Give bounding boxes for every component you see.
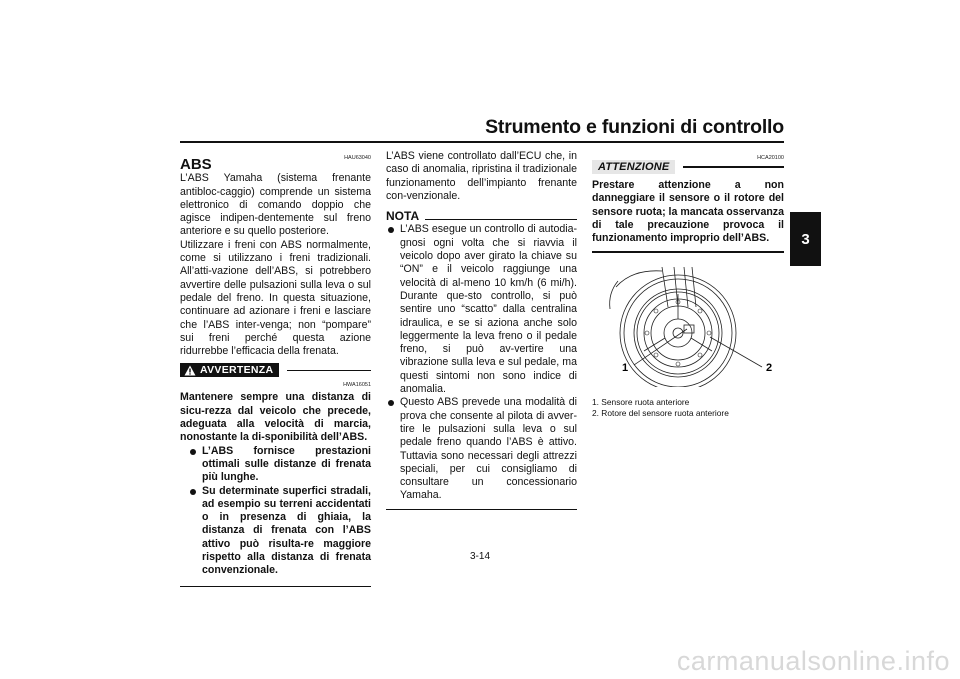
nota-header <box>386 210 577 223</box>
column-1 <box>180 150 371 587</box>
list-item <box>388 396 577 502</box>
figure-captions <box>592 397 784 419</box>
section-title: ABS <box>180 156 212 173</box>
caption-2: 2. Rotore del sensore ruota anteriore <box>592 408 729 419</box>
bullet-icon <box>190 449 196 455</box>
bullet-icon <box>388 400 394 406</box>
warning-line <box>287 370 371 371</box>
header-rule <box>180 141 784 143</box>
warning-triangle-icon <box>184 365 196 376</box>
warning-badge <box>180 363 279 377</box>
abs-paragraph-2: Utilizzare i freni con ABS normalmente, come si utilizzano i freni tradizionali. All’atti-vazione dell’ABS, si potrebbero avvertire delle pulsazioni sulla leva o sul pedale del freno. In questa situazione, continuare ad azionare i freni e lasciare che l’ABS inter-venga; non “pompare” sui freni perché questa azione ridurrebbe l’efficacia della frenata. <box>180 238 371 358</box>
column-2 <box>386 150 577 510</box>
section-code: HAU63040 <box>344 155 371 161</box>
attention-label: ATTENZIONE <box>592 160 675 174</box>
bullet-icon <box>190 489 196 495</box>
caption-1: 1. Sensore ruota anteriore <box>592 397 690 408</box>
warning-end-rule <box>180 586 371 587</box>
warning-text: Mantenere sempre una distanza di sicu-rezza dal veicolo che precede, adeguata alla velocità di marcia, nonostante la di-sponibilità dell’ABS. <box>180 391 371 444</box>
nota-end-rule <box>386 509 577 510</box>
callout-2: 2 <box>766 361 773 374</box>
nota-list <box>386 223 577 502</box>
bullet-icon <box>388 227 394 233</box>
nota-item-text: Questo ABS prevede una modalità di prova che consente al pilota di avver-tire le pulsazioni sulla leva o sul pedale freno quando l’ABS è attivo. Tuttavia sono necessari degli attrezzi speciali, per cui consigliamo di consultare un concessionario Yamaha. <box>400 396 577 502</box>
warning-label: AVVERTENZA <box>200 364 274 377</box>
watermark: carmanualsonline.info <box>676 646 950 676</box>
chapter-tab: 3 <box>790 212 821 266</box>
attention-text: Prestare attenzione a non danneggiare il sensore o il rotore del sensore ruota; la mancata osservanza di tale precauzione provoca il funzionamento improprio dell’ABS. <box>592 179 784 245</box>
ecu-paragraph: L’ABS viene controllato dall’ECU che, in caso di anomalia, ripristina il tradizionale funzionamento dell’impianto frenante con-venzionale. <box>386 150 577 202</box>
callout-1: 1 <box>622 361 629 374</box>
warning-header <box>180 363 371 377</box>
list-item <box>190 445 371 485</box>
attention-code: HCA20100 <box>757 155 784 161</box>
attention-header <box>592 160 784 174</box>
page-header-title: Strumento e funzioni di controllo <box>485 116 784 138</box>
bullet-text: L’ABS fornisce prestazioni ottimali sulle distanze di frenata più lunghe. <box>202 444 371 484</box>
abs-paragraph-1: L’ABS Yamaha (sistema frenante antibloc-caggio) comprende un sistema elettronico di comando doppio che agisce indipen-dentemente sul freno anteriore e su quello posteriore. <box>180 172 371 238</box>
list-item <box>388 223 577 396</box>
attention-end-rule <box>592 251 784 252</box>
nota-line <box>425 219 577 220</box>
nota-label: NOTA <box>386 209 420 224</box>
warning-code: HWA16051 <box>343 382 371 389</box>
attention-line <box>683 166 784 167</box>
wheel-sensor-illustration <box>592 267 784 387</box>
list-item <box>190 485 371 578</box>
page-number: 3-14 <box>469 551 490 562</box>
column-3 <box>592 150 784 419</box>
nota-item-text: L’ABS esegue un controllo di autodia-gnosi ogni volta che si riavvia il veicolo dopo aver girato la chiave su “ON” e il veicolo raggiunge una velocità di al-meno 10 km/h (6 mi/h). Durante que-sto controllo, si può sentire uno “scatto” dalla centralina idraulica, e se si aziona anche solo leggermente la leva freno o il pedale freno, si può av-vertire una vibrazione sulla leva e sul pedale, ma questi sintomi non sono indice di anomalia. <box>400 223 577 396</box>
bullet-text: Su determinate superfici stradali, ad esempio su terreni accidentati o in presenza di ghiaia, la distanza di frenata con l’ABS attivo può risulta-re maggiore rispetto alla distanza di frenata convenzionale. <box>202 484 371 577</box>
